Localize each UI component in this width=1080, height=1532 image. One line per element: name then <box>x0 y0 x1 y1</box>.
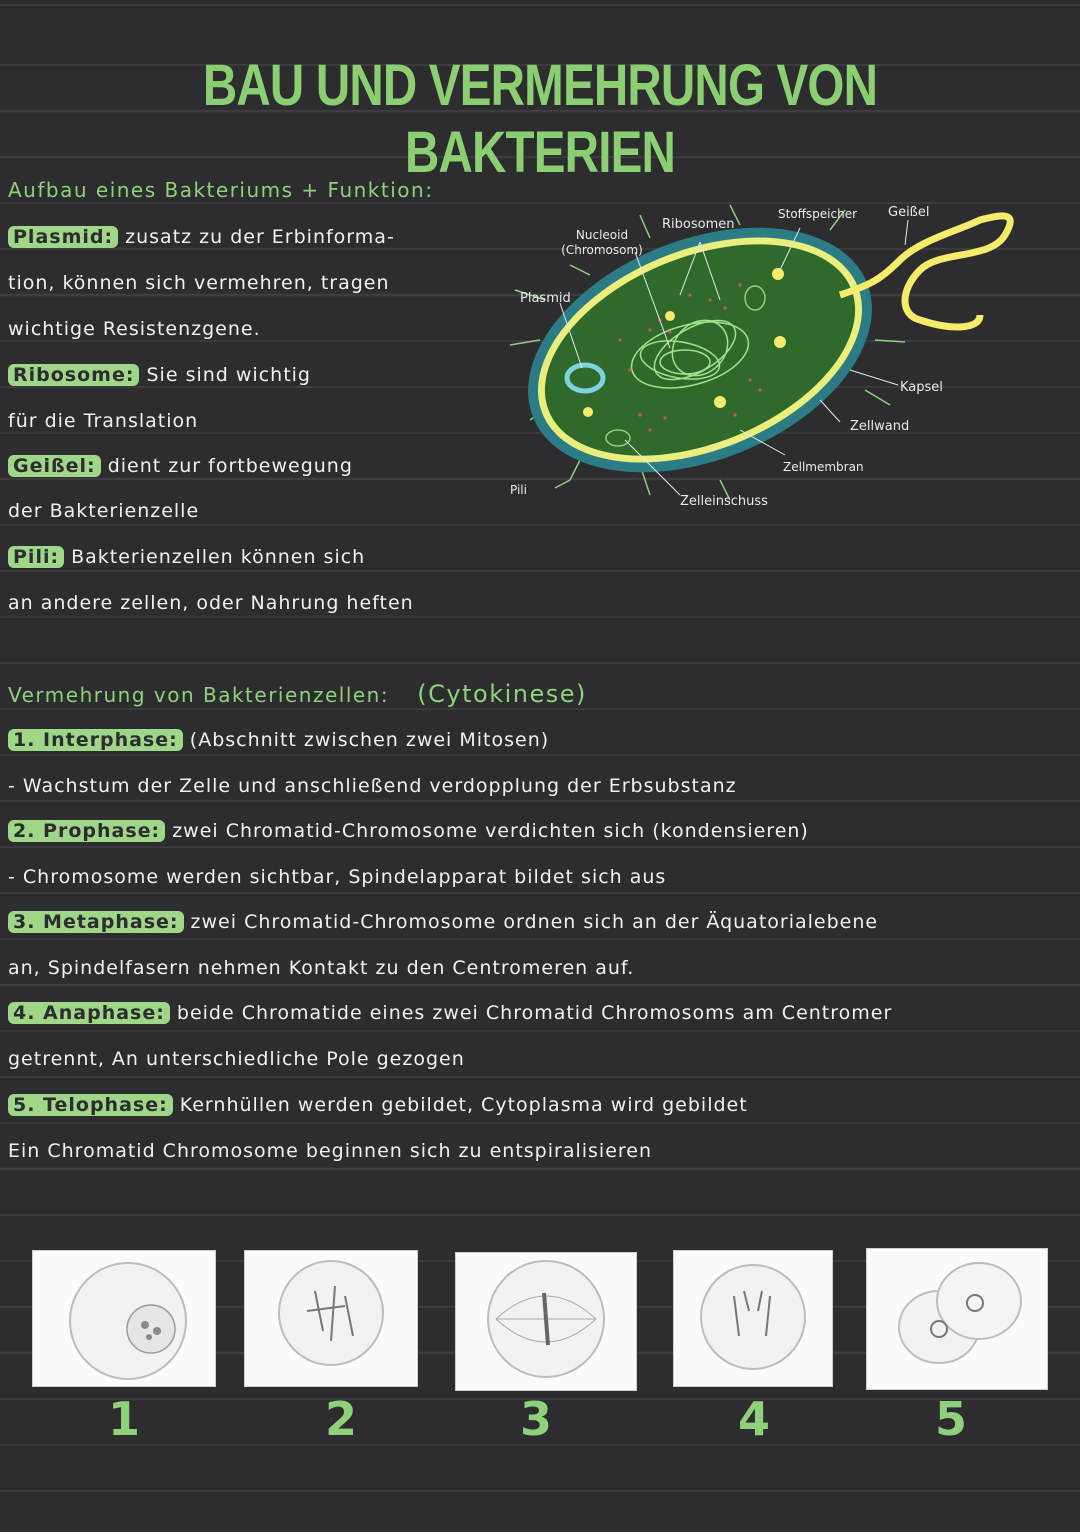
geissel-line-1 <box>8 455 353 477</box>
label-geissel: Geißel <box>888 205 930 220</box>
phase-4-text-1: beide Chromatide eines zwei Chromatid Chromosoms am Centromer <box>176 1002 893 1024</box>
phase-3-term: 3. Metaphase: <box>8 911 184 933</box>
metaphase-cell-illustration <box>456 1253 636 1390</box>
vermehrung-heading-note: (Cytokinese) <box>417 680 587 708</box>
label-pili: Pili <box>510 483 527 497</box>
phase-number-2: 2 <box>325 1392 358 1446</box>
ribosome-line-1 <box>8 364 311 386</box>
ribosome-text-1: Sie sind wichtig <box>146 364 311 386</box>
phase-4-line-1 <box>8 1002 892 1024</box>
label-ribosomen: Ribosomen <box>662 217 735 232</box>
geissel-text-2: der Bakterienzelle <box>8 500 200 522</box>
label-zellwand: Zellwand <box>850 419 910 434</box>
label-zelleinschuss: Zelleinschuss <box>680 494 768 509</box>
ribosome-term: Ribosome: <box>8 364 139 386</box>
phase-5-text-1: Kernhüllen werden gebildet, Cytoplasma wird gebildet <box>179 1094 748 1116</box>
phase-5-line-1 <box>8 1094 748 1116</box>
label-kapsel: Kapsel <box>900 380 943 395</box>
phase-2-term: 2. Prophase: <box>8 820 165 842</box>
pili-text-2: an andere zellen, oder Nahrung heften <box>8 592 414 614</box>
phase-number-3: 3 <box>520 1392 553 1446</box>
phase-4-term: 4. Anaphase: <box>8 1002 170 1024</box>
phase-2-line-1 <box>8 820 809 842</box>
plasmid-text-2: tion, können sich vermehren, tragen <box>8 272 390 294</box>
label-zellmembran: Zellmembran <box>783 460 864 474</box>
phase-3-text-2: an, Spindelfasern nehmen Kontakt zu den Centromeren auf. <box>8 957 635 979</box>
geissel-term: Geißel: <box>8 455 101 477</box>
plasmid-line-1 <box>8 226 395 248</box>
pili-text-1: Bakterienzellen können sich <box>71 546 366 568</box>
label-chromosom: (Chromosom) <box>561 243 643 257</box>
pili-line-1 <box>8 546 365 568</box>
phase-2-text-1: zwei Chromatid-Chromosome verdichten sich (kondensieren) <box>172 820 809 842</box>
plasmid-text-1: zusatz zu der Erbinforma- <box>125 226 395 248</box>
page-title: BAU UND VERMEHRUNG VON BAKTERIEN <box>202 53 878 185</box>
phase-5-term: 5. Telophase: <box>8 1094 173 1116</box>
phase-number-5: 5 <box>935 1392 968 1446</box>
phase-image-4 <box>673 1250 833 1387</box>
phase-image-3 <box>455 1252 637 1391</box>
phase-3-line-1 <box>8 911 878 933</box>
ribosome-text-2: für die Translation <box>8 410 199 432</box>
section-heading-aufbau: Aufbau eines Bakteriums + Funktion: <box>8 178 434 202</box>
phase-image-5 <box>866 1248 1048 1390</box>
phase-image-1 <box>32 1250 216 1387</box>
label-plasmid: Plasmid <box>520 291 571 306</box>
pili-term: Pili: <box>8 546 64 568</box>
label-nucleoid: Nucleoid <box>575 228 629 242</box>
telophase-cell-illustration <box>867 1249 1047 1389</box>
phase-1-line-1 <box>8 729 549 751</box>
plasmid-text-3: wichtige Resistenzgene. <box>8 318 261 340</box>
plasmid-term: Plasmid: <box>8 226 118 248</box>
phase-1-text-1: (Abschnitt zwischen zwei Mitosen) <box>189 729 550 751</box>
phase-number-4: 4 <box>738 1392 771 1446</box>
bacterium-diagram <box>500 190 1060 530</box>
phase-number-1: 1 <box>108 1392 141 1446</box>
interphase-cell-illustration <box>33 1251 215 1386</box>
anaphase-cell-illustration <box>674 1251 832 1386</box>
phase-1-text-2: - Wachstum der Zelle und anschließend verdopplung der Erbsubstanz <box>8 775 737 797</box>
vermehrung-heading: Vermehrung von Bakterienzellen: <box>8 683 390 707</box>
label-stoffspeicher: Stoffspeicher <box>778 207 858 221</box>
phase-image-2 <box>244 1250 418 1387</box>
geissel-text-1: dient zur fortbewegung <box>107 455 353 477</box>
phase-1-term: 1. Interphase: <box>8 729 183 751</box>
section-heading-vermehrung <box>8 680 587 708</box>
phase-4-text-2: getrennt, An unterschiedliche Pole gezogen <box>8 1048 465 1070</box>
prophase-cell-illustration <box>245 1251 417 1386</box>
phase-2-text-2: - Chromosome werden sichtbar, Spindelapparat bildet sich aus <box>8 866 667 888</box>
phase-5-text-2: Ein Chromatid Chromosome beginnen sich zu entspiralisieren <box>8 1140 653 1162</box>
phase-3-text-1: zwei Chromatid-Chromosome ordnen sich an der Äquatorialebene <box>190 911 879 933</box>
